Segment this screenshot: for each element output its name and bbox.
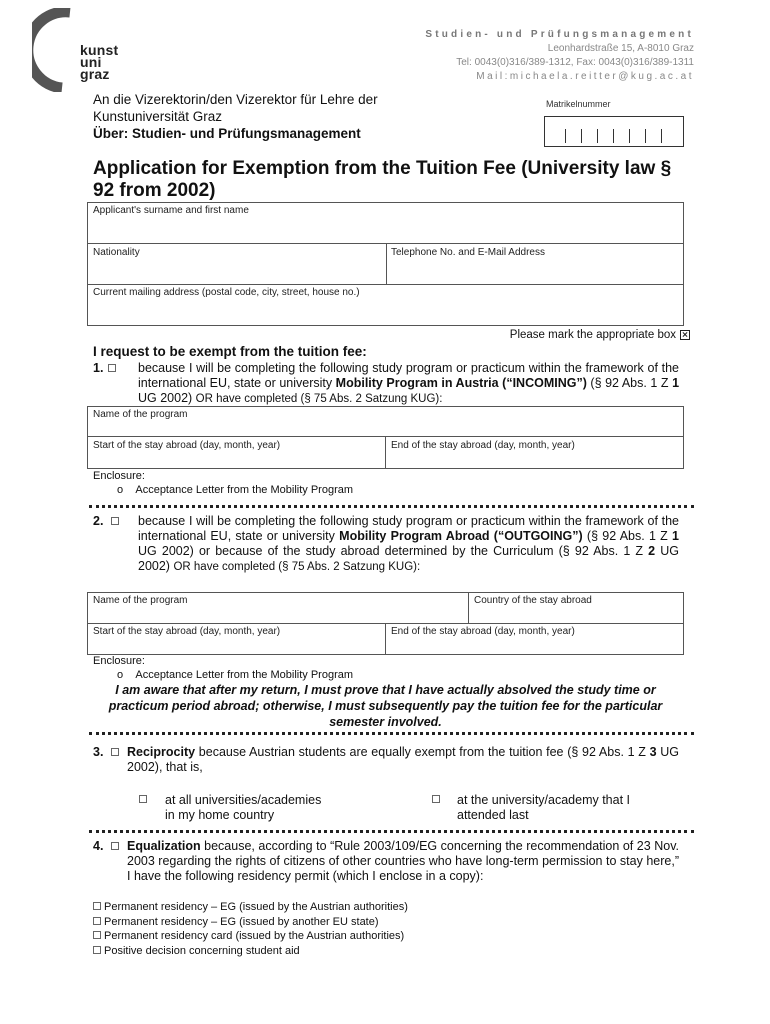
section-4-checkbox[interactable] [111,842,119,850]
s1-end-label: End of the stay abroad (day, month, year) [391,440,575,451]
kug-logo-text: kunst uni graz [80,42,119,82]
nationality-label: Nationality [93,247,140,258]
section-2-number: 2. [93,514,104,528]
matrikel-number-field[interactable] [544,116,684,147]
s2-enclosure-label: Enclosure: [93,655,145,667]
divider-3 [89,830,694,833]
section-2-checkbox[interactable] [111,517,119,525]
department-name: Studien- und Prüfungsmanagement [425,29,694,40]
s2-country-field[interactable] [469,606,683,621]
addressee-line-2: Kunstuniversität Graz [93,109,223,124]
mailing-address-field[interactable] [88,298,683,325]
addressee-block [93,91,378,142]
s2-start-field[interactable] [88,638,384,654]
residency-option[interactable]: Permanent residency card (issued by the Austrian authorities) [93,929,408,944]
mark-note: Please mark the appropriate box [510,329,690,341]
s1-program-field[interactable] [88,419,683,434]
checked-box-icon [680,330,690,340]
s2-program-label: Name of the program [93,595,188,606]
section-1-text: because I will be completing the following study program or practicum within the framework of the international EU, state or university Mobility Program in Austria (“INCOMING”) (§ 92 Abs. 1 Z 1 UG 2002) OR have completed (§ 75 Abs. 2 Satzung KUG): [138,361,680,405]
s2-country-label: Country of the stay abroad [474,595,592,606]
s3-option-2-checkbox[interactable] [432,795,440,803]
section-3-text: Reciprocity because Austrian students are equally exempt from the tuition fee (§ 92 Abs. 1 Z 3 UG 2002), that is, [127,745,679,774]
residency-option[interactable]: Permanent residency – EG (issued by another EU state) [93,915,408,930]
contact-field[interactable] [387,258,683,282]
department-phone: Tel: 0043(0)316/389-1312, Fax: 0043(0)316/389-1311 [456,57,694,68]
section-2-text: because I will be completing the following study program or practicum within the framework of the international EU, state or university Mobility Program Abroad (“OUTGOING”) (§ 92 Abs. 1 Z 1 UG 2002) or because of the study abroad determined by the Curriculum (§ 92 Abs. 1 Z 2 UG 2002) OR have completed (§ 75 Abs. 2 Satzung KUG): [138,514,679,573]
divider-2 [89,732,694,735]
department-address: Leonhardstraße 15, A-8010 Graz [547,43,694,54]
section-4-number: 4. [93,839,104,853]
s1-enclosure-item: o Acceptance Letter from the Mobility Program [117,484,354,496]
s3-option-1-checkbox[interactable] [139,795,147,803]
residency-option-checkbox[interactable] [93,917,101,925]
divider-1 [89,505,694,508]
addressee-line-3: Über: Studien- und Prüfungsmanagement [93,126,361,141]
residency-option[interactable]: Permanent residency – EG (issued by the Austrian authorities) [93,900,408,915]
section-1-number: 1. [93,361,104,375]
s1-start-label: Start of the stay abroad (day, month, year) [93,440,281,451]
s1-enclosure-label: Enclosure: [93,470,145,482]
request-heading: I request to be exempt from the tuition fee: [93,344,367,359]
residency-option-checkbox[interactable] [93,931,101,939]
section-1-checkbox[interactable] [108,364,116,372]
s1-program-label: Name of the program [93,409,188,420]
applicant-name-label: Applicant's surname and first name [93,205,249,216]
residency-option-checkbox[interactable] [93,902,101,910]
s2-end-label: End of the stay abroad (day, month, year) [391,626,575,637]
return-proof-warning: I am aware that after my return, I must prove that I have actually absolved the study time or practicum period abroad; otherwise, I must subsequently pay the tuition fee for the particular semester involved. [108,683,663,729]
s1-start-field[interactable] [88,451,384,468]
form-title: Application for Exemption from the Tuition Fee (University law § 92 from 2002) [93,158,672,201]
applicant-name-field[interactable] [88,216,683,241]
s2-program-field[interactable] [88,606,466,621]
s3-option-2-text: at the university/academy that I attended last [457,793,631,822]
residency-options-list [93,900,408,958]
section-3-number: 3. [93,745,104,759]
s2-enclosure-item: o Acceptance Letter from the Mobility Program [117,669,354,681]
addressee-line-1: An die Vizerektorin/den Vizerektor für Lehre der [93,92,378,107]
section-3-checkbox[interactable] [111,748,119,756]
nationality-field[interactable] [88,258,385,282]
residency-option-checkbox[interactable] [93,946,101,954]
s2-end-field[interactable] [386,638,683,654]
residency-option[interactable]: Positive decision concerning student aid [93,944,408,959]
s2-start-label: Start of the stay abroad (day, month, year) [93,626,281,637]
s3-option-1-text: at all universities/academies in my home country [165,793,322,822]
matrikel-label: Matrikelnummer [546,99,611,109]
s1-end-field[interactable] [386,451,683,468]
department-email: Mail:michaela.reitter@kug.ac.at [476,71,694,82]
contact-label: Telephone No. and E-Mail Address [391,247,545,258]
mailing-address-label: Current mailing address (postal code, city, street, house no.) [93,287,360,298]
section-4-text: Equalization because, according to “Rule 2003/109/EG concerning the recommendation of 23 Nov. 2003 regarding the rights of citizens of other countries who have long-term permission to stay here,” I have the following residency permit (which I enclose in a copy): [127,839,679,883]
